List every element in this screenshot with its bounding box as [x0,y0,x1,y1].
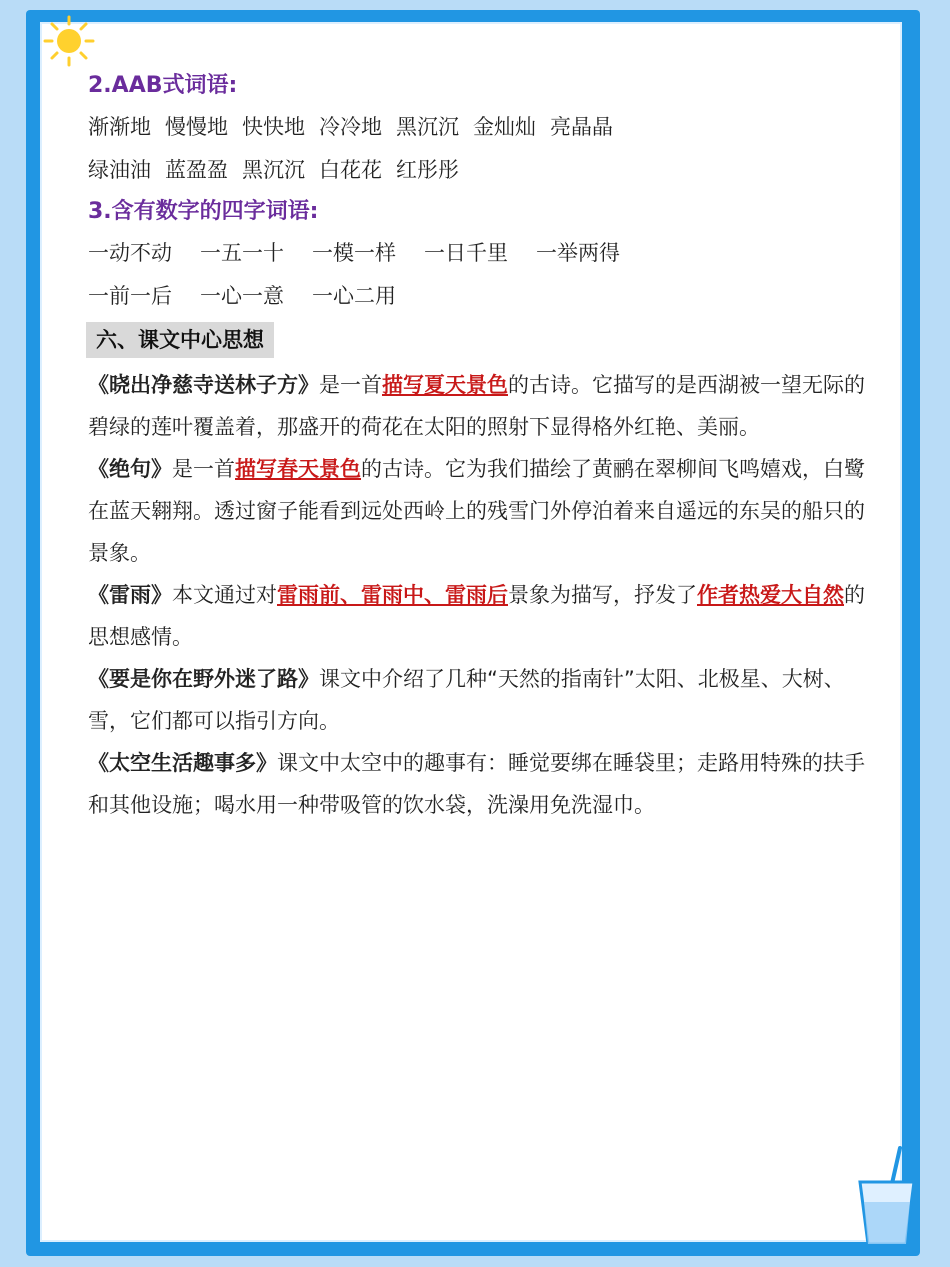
highlight: 雷雨前、雷雨中、雷雨后 [277,583,508,607]
idiom: 一心二用 [312,284,396,308]
idiom: 一前一后 [88,284,172,308]
idiom: 一日千里 [424,241,508,265]
lesson-title: 《绝句》 [88,457,172,481]
paragraph-jueju [88,448,878,574]
idiom: 一心一意 [200,284,284,308]
text: 是一首 [172,457,235,481]
text: 课文中太空中的趣事有：睡觉要绑在睡袋里；走路用特殊的扶手和其他设施；喝水用一种带吸管的饮水袋，洗澡用免洗湿巾。 [88,751,865,817]
idiom: 一举两得 [536,241,620,265]
heading-aab-words: 2.AAB式词语: [88,73,238,98]
word: 蓝盈盈 [165,158,228,182]
aab-word-row-2 [88,149,878,192]
word: 渐渐地 [88,115,151,139]
word: 金灿灿 [473,115,536,139]
idiom: 一模一样 [312,241,396,265]
number-idiom-row-2 [88,275,878,318]
word: 红彤彤 [396,158,459,182]
aab-word-row-1 [88,106,878,149]
text: 的古诗。它描写的是西湖被一望无际的碧绿的莲叶覆盖着，那盛开的荷花在太阳的照射下显得格外红艳、美丽。 [88,373,865,439]
paragraph-leiyu [88,574,878,658]
word: 亮晶晶 [550,115,613,139]
highlight: 作者热爱大自然 [697,583,844,607]
number-idiom-row-1 [88,232,878,275]
drink-cup-icon [852,1140,922,1250]
idiom: 一五一十 [200,241,284,265]
text: 景象为描写，抒发了 [508,583,697,607]
text: 课文中介绍了几种“天然的指南针”太阳、北极星、大树、雪，它们都可以指引方向。 [88,667,845,733]
highlight: 描写春天景色 [235,457,361,481]
word: 冷冷地 [319,115,382,139]
heading-number-idioms: 3.含有数字的四字词语: [88,199,319,224]
word: 黑沉沉 [396,115,459,139]
document-body [88,66,878,826]
word: 快快地 [242,115,305,139]
idiom: 一动不动 [88,241,172,265]
word: 黑沉沉 [242,158,305,182]
text: 的思想感情。 [88,583,865,649]
lesson-title: 《雷雨》 [88,583,172,607]
text: 是一首 [319,373,382,397]
lesson-title: 《要是你在野外迷了路》 [88,667,319,691]
paragraph-taikong [88,742,878,826]
text: 的古诗。它为我们描绘了黄鹂在翠柳间飞鸣嬉戏，白鹭在蓝天翱翔。透过窗子能看到远处西岭上的残雪门外停泊着来自遥远的东吴的船只的景象。 [88,457,865,565]
text: 本文通过对 [172,583,277,607]
paragraph-xiaochu [88,364,878,448]
word: 白花花 [319,158,382,182]
paragraph-yewai [88,658,878,742]
lesson-title: 《太空生活趣事多》 [88,751,277,775]
word: 绿油油 [88,158,151,182]
section-title-central-idea: 六、课文中心思想 [86,322,274,358]
lesson-title: 《晓出净慈寺送林子方》 [88,373,319,397]
word: 慢慢地 [165,115,228,139]
sun-icon [42,14,96,68]
highlight: 描写夏天景色 [382,373,508,397]
